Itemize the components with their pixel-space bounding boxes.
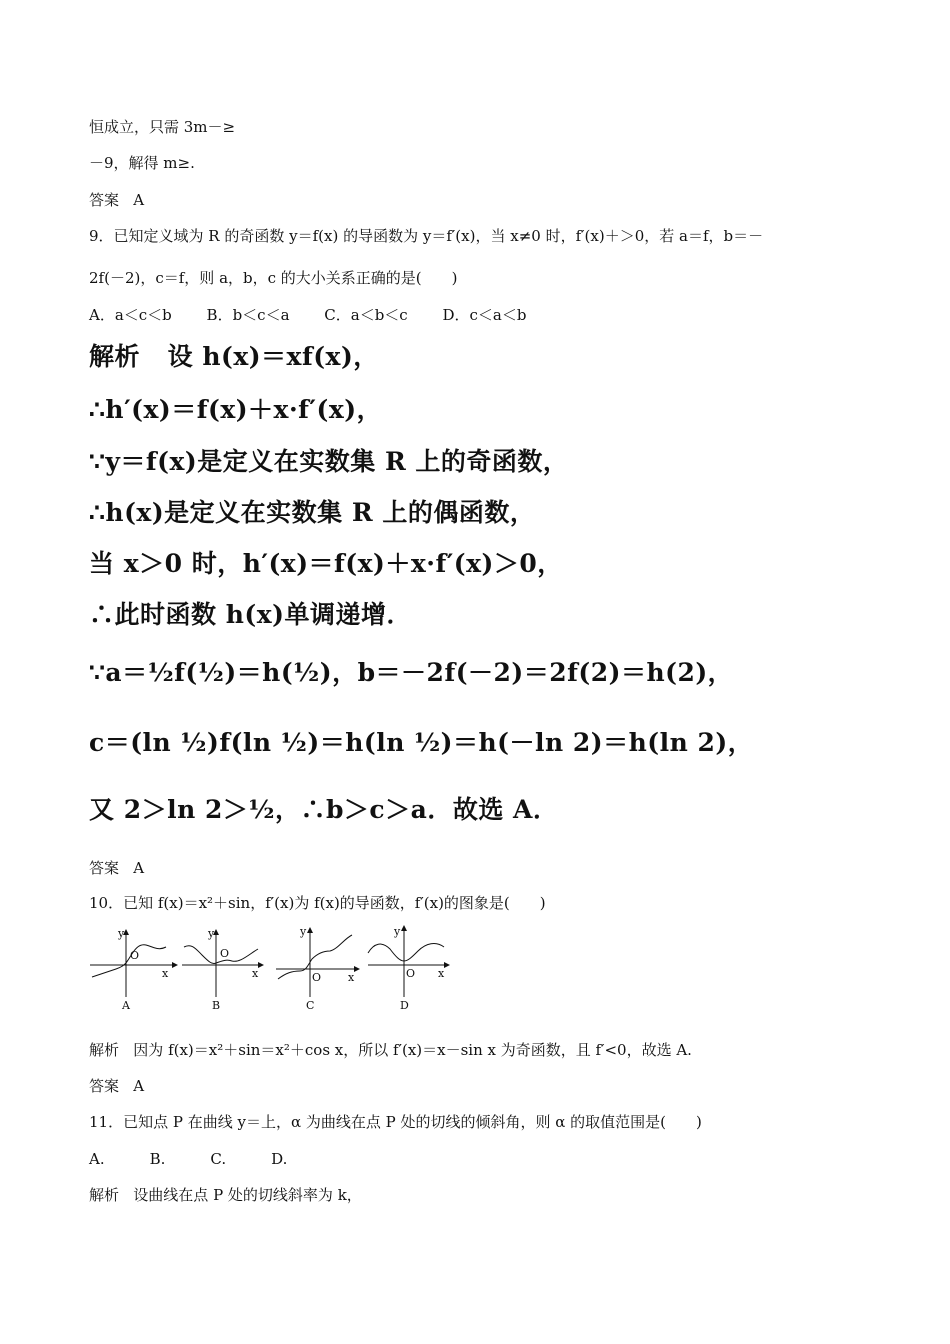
q10-solution: 解析 因为 f(x)＝x²＋sin＝x²＋cos x，所以 f′(x)＝x－sin x 为奇函数，且 f′<0，故选 A. xyxy=(89,1041,692,1059)
q9-solution-line: ∴此时函数 h(x)单调递增． xyxy=(89,600,412,629)
q11-solution: 解析 设曲线在点 P 处的切线斜率为 k， xyxy=(89,1186,362,1204)
x-arrow xyxy=(444,962,450,968)
q9-stem-line1: 9．已知定义域为 R 的奇函数 y＝f(x) 的导函数为 y＝f′(x)，当 x≠0 时，f′(x)＋＞0，若 a＝f，b＝－ xyxy=(89,227,764,245)
graph-b xyxy=(182,927,264,1010)
y-label: y xyxy=(118,927,125,940)
q8-line1: 恒成立，只需 3m－≥ xyxy=(89,118,236,136)
x-label: x xyxy=(162,967,169,980)
graph-label: D xyxy=(400,999,409,1010)
graph-label: B xyxy=(212,999,221,1010)
y-arrow xyxy=(401,925,407,931)
x-label: x xyxy=(348,971,355,984)
curve xyxy=(368,944,444,961)
origin-label: O xyxy=(220,947,230,960)
graph-a xyxy=(90,927,178,1010)
q9-options: A．a＜c＜b B．b＜c＜a C．a＜b＜c D．c＜a＜b xyxy=(89,306,527,324)
q9-solution-line: ∴h(x)是定义在实数集 R 上的偶函数， xyxy=(89,498,536,527)
y-label: y xyxy=(208,927,215,940)
graph-label: C xyxy=(306,999,315,1010)
q10-option-graphs xyxy=(86,925,456,1010)
q10-stem: 10．已知 f(x)＝x²＋sin，f′(x)为 f(x)的导函数，f′(x)的图象是( ) xyxy=(89,894,546,912)
x-arrow xyxy=(354,966,360,972)
q10-answer: 答案 A xyxy=(89,1077,145,1095)
q9-solution-line: 当 x＞0 时，h′(x)＝f(x)＋x·f′(x)＞0， xyxy=(89,549,563,578)
q9-solution-line: 解析 设 h(x)＝xf(x)， xyxy=(89,342,379,371)
x-arrow xyxy=(172,962,178,968)
q8-answer: 答案 A xyxy=(89,191,145,209)
q8-line2: －9，解得 m≥. xyxy=(89,154,195,172)
q9-solution-line: 又 2＞ln 2＞½，∴b＞c＞a．故选 A． xyxy=(89,795,559,824)
q9-solution-line: c＝(ln ½)f(ln ½)＝h(ln ½)＝h(－ln 2)＝h(ln 2)， xyxy=(89,728,754,757)
y-label: y xyxy=(300,925,307,938)
origin-label: O xyxy=(130,949,140,962)
origin-label: O xyxy=(312,971,322,984)
graph-d xyxy=(368,925,450,1010)
q9-solution-line: ∴h′(x)＝f(x)＋x·f′(x)， xyxy=(89,395,383,424)
origin-label: O xyxy=(406,967,416,980)
x-label: x xyxy=(252,967,259,980)
graph-c xyxy=(276,925,360,1010)
x-arrow xyxy=(258,962,264,968)
q9-answer: 答案 A xyxy=(89,859,145,877)
q11-options: A. B. C. D. xyxy=(89,1150,288,1168)
q9-solution-line: ∵y＝f(x)是定义在实数集 R 上的奇函数， xyxy=(89,447,569,476)
q9-solution-line: ∵a＝½f(½)＝h(½)，b＝－2f(－2)＝2f(2)＝h(2)， xyxy=(89,658,734,687)
graph-label: A xyxy=(122,999,130,1010)
y-label: y xyxy=(394,925,401,938)
q11-stem: 11．已知点 P 在曲线 y＝上，α 为曲线在点 P 处的切线的倾斜角，则 α 的取值范围是( ) xyxy=(89,1113,702,1131)
q9-stem-line2: 2f(－2)，c＝f，则 a，b，c 的大小关系正确的是( ) xyxy=(89,269,458,287)
y-arrow xyxy=(307,927,313,933)
x-label: x xyxy=(438,967,445,980)
curve xyxy=(92,945,166,977)
